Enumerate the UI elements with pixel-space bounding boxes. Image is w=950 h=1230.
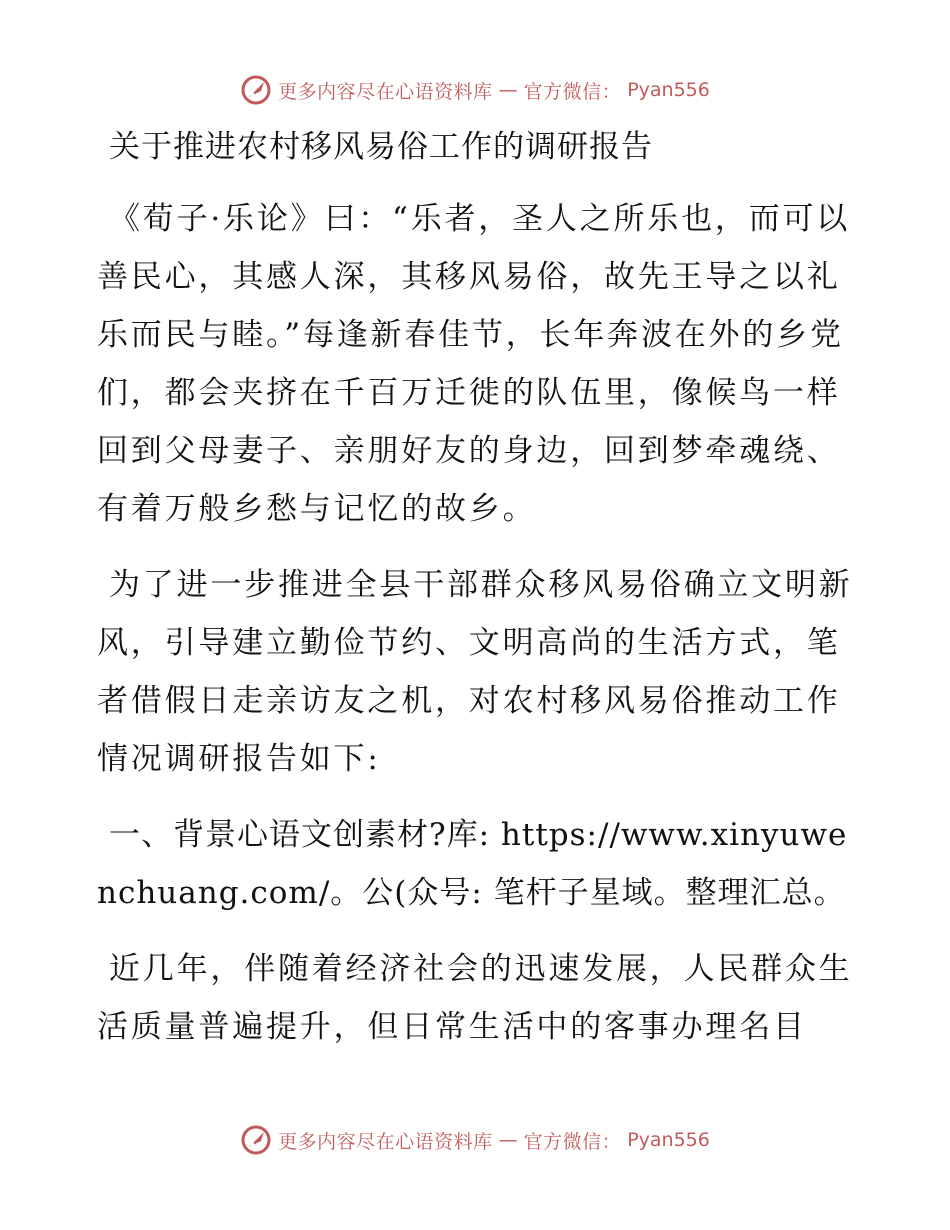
document-title: 关于推进农村移风易俗工作的调研报告 xyxy=(109,129,653,165)
watermark-separator: — xyxy=(498,1129,518,1151)
paragraph-background: 近几年，伴随着经济社会的迅速发展，人民群众生活质量普遍提升，但日常生活中的客事办理名目 xyxy=(97,951,853,1045)
paragraph-section-heading: 一、背景心语文创素材?库: https://www.xinyuwenchuang.com/。公(众号: 笔杆子星域。整理汇总。 xyxy=(97,817,848,911)
watermark-account-label: 官方微信： xyxy=(523,1130,622,1153)
watermark-account-label: 官方微信： xyxy=(523,80,622,103)
document-body xyxy=(97,122,857,1074)
watermark-text: 更多内容尽在心语资料库 xyxy=(278,1130,493,1153)
watermark-text: 更多内容尽在心语资料库 xyxy=(278,80,493,103)
header-watermark xyxy=(0,70,950,110)
footer-watermark xyxy=(0,1120,950,1160)
watermark-account-id: Pyan556 xyxy=(627,79,710,101)
watermark-account-id: Pyan556 xyxy=(627,1129,710,1151)
paragraph-purpose: 为了进一步推进全县干部群众移风易俗确立文明新风，引导建立勤俭节约、文明高尚的生活方式，笔者借假日走亲访友之机，对农村移风易俗推动工作情况调研报告如下: xyxy=(97,567,853,777)
paragraph-intro: 《荀子·乐论》曰：“乐者，圣人之所乐也，而可以善民心，其感人深，其移风易俗，故先王导之以礼乐而民与睦。”每逢新春佳节，长年奔波在外的乡党们，都会夹挤在千百万迁徙的队伍里，像候鸟一样回到父母妻子、亲朋好友的身边，回到梦牵魂绕、有着万般乡愁与记忆的故乡。 xyxy=(97,201,851,527)
quill-circle-icon xyxy=(240,74,272,106)
quill-circle-icon xyxy=(240,1124,272,1156)
watermark-separator: — xyxy=(498,79,518,101)
